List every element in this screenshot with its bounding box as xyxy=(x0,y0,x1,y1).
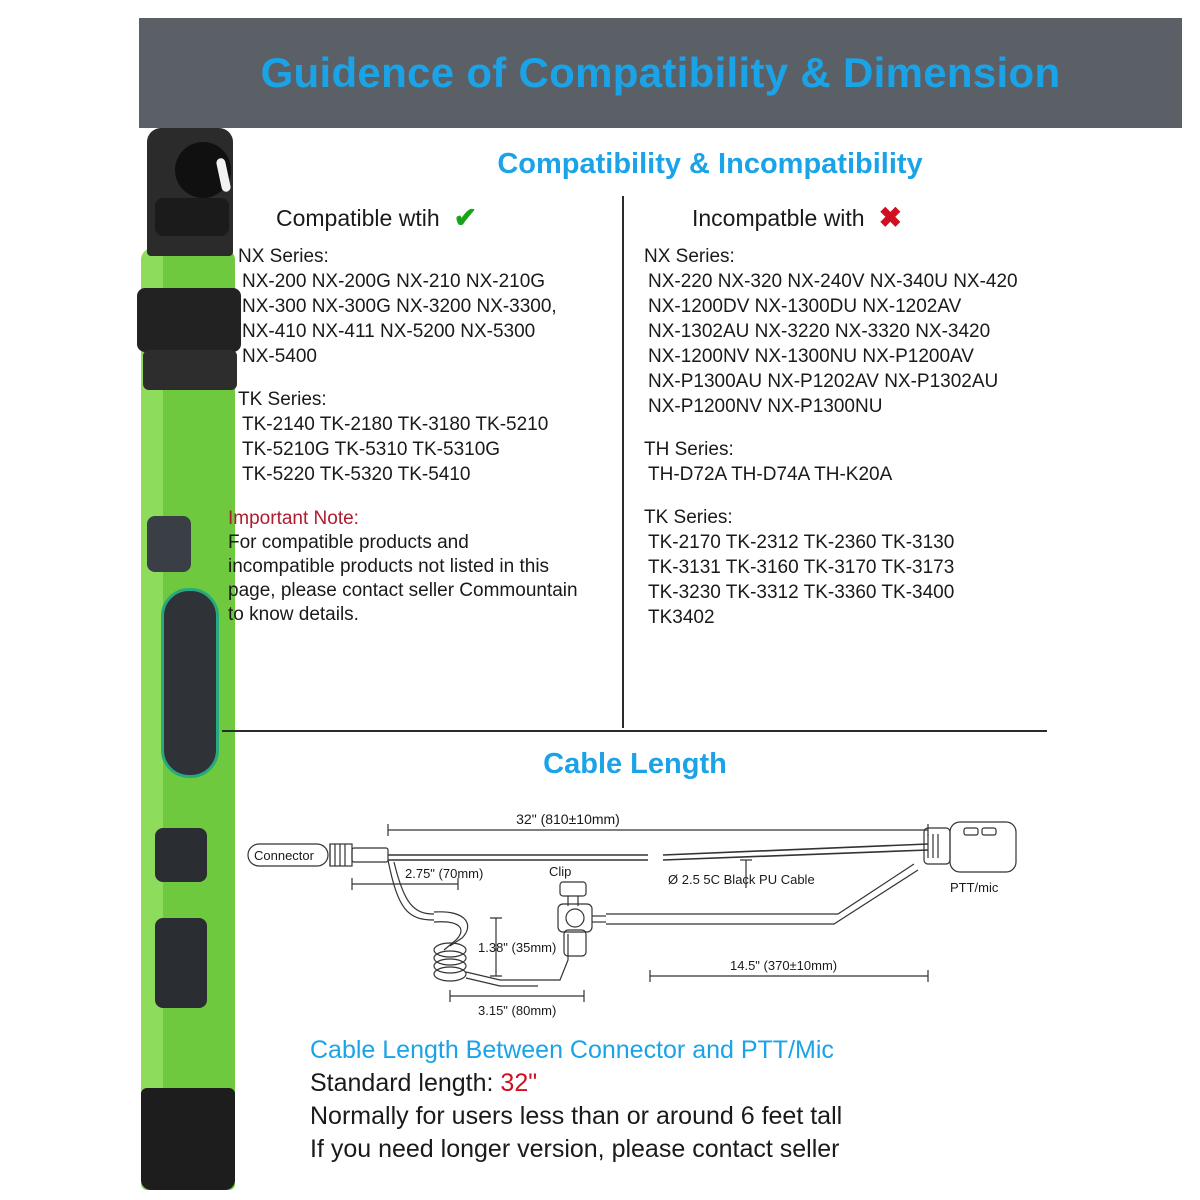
radio-product-illustration xyxy=(133,128,243,1190)
check-icon: ✔ xyxy=(453,202,478,233)
diagram-ptt-label: PTT/mic xyxy=(950,880,999,895)
radio-knob-icon xyxy=(175,142,231,198)
series-heading: NX Series: xyxy=(238,246,329,267)
cable-desc-line-3: Normally for users less than or around 6 feet tall xyxy=(310,1102,843,1130)
standard-length-value: 32" xyxy=(500,1069,538,1097)
compatible-heading: Compatible wtih xyxy=(276,204,440,231)
series-line: TK3402 xyxy=(648,607,715,628)
series-line: NX-P1300AU NX-P1202AV NX-P1302AU xyxy=(648,371,999,392)
incompatible-group-th xyxy=(634,439,1054,486)
series-heading: TK Series: xyxy=(644,507,733,528)
incompatible-heading-row xyxy=(634,204,1054,232)
important-note-line: to know details. xyxy=(228,604,359,625)
cable-desc-line-4: If you need longer version, please contact seller xyxy=(310,1135,840,1163)
series-line: TK-3131 TK-3160 TK-3170 TK-3173 xyxy=(648,557,955,578)
diagram-connector-label: Connector xyxy=(254,848,314,863)
incompatible-column xyxy=(634,204,1054,632)
diagram-connector-segment: 2.75" (70mm) xyxy=(405,866,484,881)
series-line: TK-2140 TK-2180 TK-3180 TK-5210 xyxy=(242,414,549,435)
radio-collar-lower xyxy=(143,350,237,390)
page-title: Guidence of Compatibility & Dimension xyxy=(260,49,1061,96)
series-heading: TK Series: xyxy=(238,389,327,410)
radio-speaker-grill xyxy=(161,588,219,778)
connector-strain-relief xyxy=(330,844,352,866)
series-line: TK-3230 TK-3312 TK-3360 TK-3400 xyxy=(648,582,955,603)
incompatible-group-tk xyxy=(634,507,1054,629)
compatibility-section-title: Compatibility & Incompatibility xyxy=(497,148,923,180)
compatible-heading-row xyxy=(228,204,620,232)
standard-length-label: Standard length: xyxy=(310,1069,501,1097)
spacer xyxy=(634,421,1054,439)
radio-secondary-knob-icon xyxy=(155,198,229,236)
important-note-line: page, please contact seller Commountain xyxy=(228,580,578,601)
cross-icon: ✖ xyxy=(878,202,903,233)
cable-desc-line-2 xyxy=(310,1069,1030,1098)
series-line: NX-P1200NV NX-P1300NU xyxy=(648,396,883,417)
radio-top-housing xyxy=(147,128,233,256)
cable-length-section-title: Cable Length xyxy=(543,748,727,780)
spacer xyxy=(634,489,1054,507)
series-line: NX-1200DV NX-1300DU NX-1202AV xyxy=(648,296,962,317)
cable-length-description xyxy=(310,1036,1030,1164)
series-line: TH-D72A TH-D74A TH-K20A xyxy=(648,464,893,485)
radio-side-button xyxy=(147,516,191,572)
incompatible-heading: Incompatble with xyxy=(692,204,865,231)
series-line: NX-200 NX-200G NX-210 NX-210G xyxy=(242,271,546,292)
spacer xyxy=(228,371,620,389)
series-line: NX-5400 xyxy=(242,346,317,367)
radio-base xyxy=(141,1088,235,1190)
section-divider xyxy=(222,730,1047,732)
important-note-line: For compatible products and xyxy=(228,532,469,553)
cable-desc-line-1: Cable Length Between Connector and PTT/Mic xyxy=(310,1036,834,1064)
diagram-total-length: 32" (810±10mm) xyxy=(516,811,620,827)
cable-length-diagram xyxy=(238,800,1058,1030)
incompatible-group-nx xyxy=(634,246,1054,418)
radio-button-lower xyxy=(155,918,207,1008)
diagram-clip-label: Clip xyxy=(549,864,572,879)
diagram-mic-to-ptt: 14.5" (370±10mm) xyxy=(730,958,838,973)
diagram-cable-spec: Ø 2.5 5C Black PU Cable xyxy=(668,872,815,887)
series-line: NX-300 NX-300G NX-3200 NX-3300, xyxy=(242,296,557,317)
important-note-title: Important Note: xyxy=(228,508,359,529)
compatible-group-nx xyxy=(228,246,620,368)
compatible-group-tk xyxy=(228,389,620,486)
series-heading: TH Series: xyxy=(644,439,734,460)
series-line: NX-220 NX-320 NX-240V NX-340U NX-420 xyxy=(648,271,1018,292)
important-note-line: incompatible products not listed in this xyxy=(228,556,550,577)
series-line: TK-2170 TK-2312 TK-2360 TK-3130 xyxy=(648,532,955,553)
header-banner xyxy=(139,18,1182,128)
series-line: TK-5220 TK-5320 TK-5410 xyxy=(242,464,471,485)
compatible-column xyxy=(228,204,620,628)
column-divider xyxy=(622,196,624,728)
series-line: NX-410 NX-411 NX-5200 NX-5300 xyxy=(242,321,536,342)
radio-knob-marker xyxy=(216,157,232,192)
series-line: TK-5210G TK-5310 TK-5310G xyxy=(242,439,501,460)
series-line: NX-1200NV NX-1300NU NX-P1200AV xyxy=(648,346,974,367)
series-line: NX-1302AU NX-3220 NX-3320 NX-3420 xyxy=(648,321,991,342)
radio-collar xyxy=(137,288,241,352)
series-heading: NX Series: xyxy=(644,246,735,267)
diagram-coil-length: 1.38" (35mm) xyxy=(478,940,557,955)
diagram-earpiece-length: 3.15" (80mm) xyxy=(478,1003,557,1018)
radio-button-upper xyxy=(155,828,207,882)
